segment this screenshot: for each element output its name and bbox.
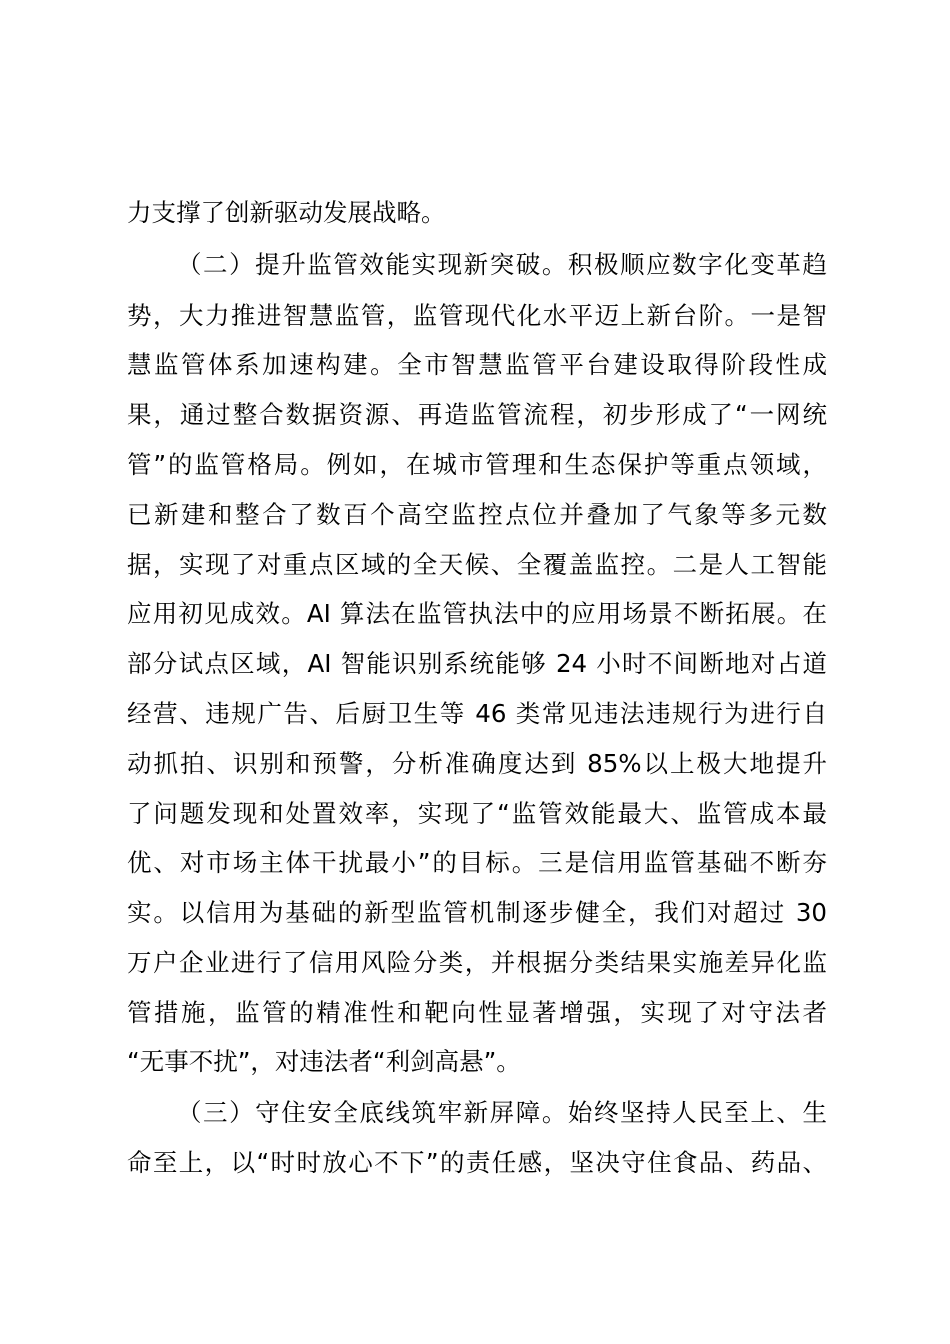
text-line: 优、对市场主体干扰最小”的目标。三是信用监管基础不断夯 — [127, 848, 827, 877]
text-line: 果，通过整合数据资源、再造监管流程，初步形成了“一网统 — [127, 400, 827, 429]
text-line: 动抓拍、识别和预警，分析准确度达到 85%以上极大地提升 — [127, 749, 827, 778]
text-line: 势，大力推进智慧监管，监管现代化水平迈上新台阶。一是智 — [127, 301, 827, 330]
text-line: 应用初见成效。AI 算法在监管执法中的应用场景不断拓展。在 — [127, 599, 827, 628]
text-line: 部分试点区域，AI 智能识别系统能够 24 小时不间断地对占道 — [127, 649, 827, 678]
section-heading-line: （二）提升监管效能实现新突破。积极顺应数字化变革趋 — [177, 250, 827, 279]
text-line: 慧监管体系加速构建。全市智慧监管平台建设取得阶段性成 — [127, 350, 827, 379]
text-line: 实。以信用为基础的新型监管机制逐步健全，我们对超过 30 — [127, 898, 827, 927]
text-line: 了问题发现和处置效率，实现了“监管效能最大、监管成本最 — [127, 799, 827, 828]
text-line: 已新建和整合了数百个高空监控点位并叠加了气象等多元数 — [127, 500, 827, 529]
text-line: 据，实现了对重点区域的全天候、全覆盖监控。二是人工智能 — [127, 550, 827, 579]
text-line: “无事不扰”，对违法者“利剑高悬”。 — [127, 1047, 521, 1076]
text-line: 管措施，监管的精准性和靶向性显著增强，实现了对守法者 — [127, 998, 827, 1027]
text-line: 万户企业进行了信用风险分类，并根据分类结果实施差异化监 — [127, 948, 827, 977]
section-heading-line: （三）守住安全底线筑牢新屏障。始终坚持人民至上、生 — [177, 1098, 827, 1127]
text-line: 经营、违规广告、后厨卫生等 46 类常见违法违规行为进行自 — [127, 699, 827, 728]
text-line: 管”的监管格局。例如，在城市管理和生态保护等重点领域， — [127, 450, 827, 479]
text-line: 命至上，以“时时放心不下”的责任感，坚决守住食品、药品、 — [127, 1148, 827, 1177]
text-line: 力支撑了创新驱动发展战略。 — [127, 198, 446, 227]
